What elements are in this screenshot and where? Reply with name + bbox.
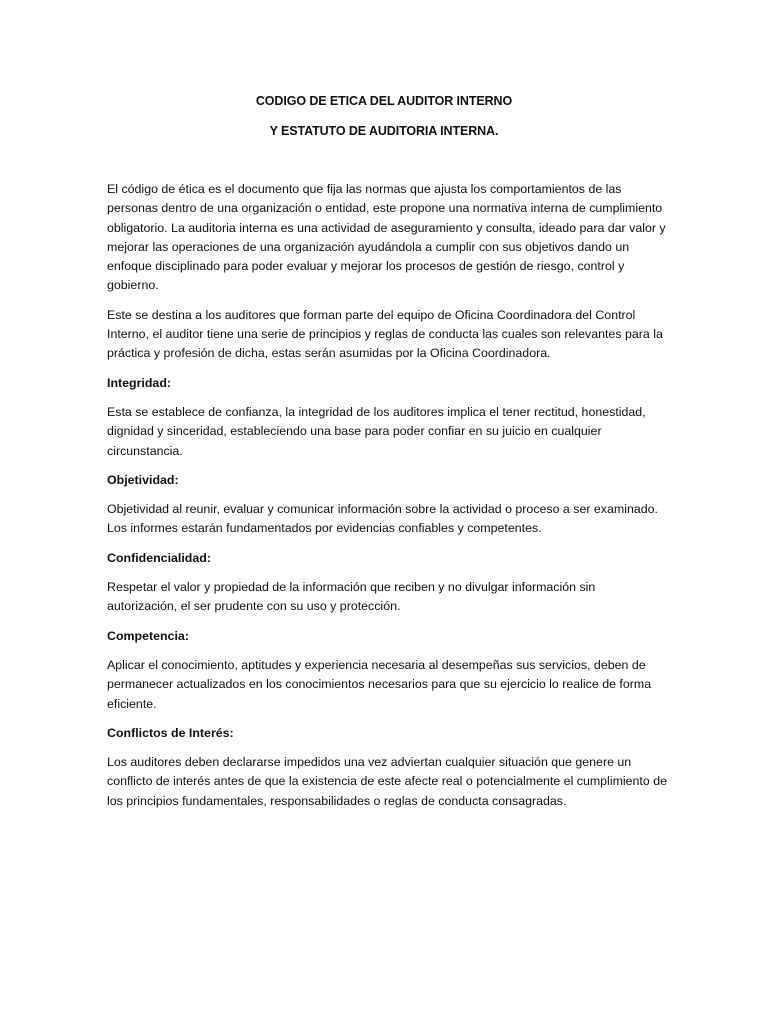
section-text-competencia: Aplicar el conocimiento, aptitudes y experiencia necesaria al desempeñas sus servicios, deben de permanecer actualizados en los conocimientos necesarios para que su ejercicio lo realice de forma eficiente. [107, 657, 652, 711]
section-heading-conflictos: Conflictos de Interés: [107, 725, 234, 740]
document-title-line-1: CODIGO DE ETICA DEL AUDITOR INTERNO [255, 94, 513, 108]
section-heading-integridad: Integridad: [107, 375, 172, 390]
section-heading-objetividad: Objetividad: [107, 472, 179, 487]
section-heading-confidencialidad: Confidencialidad: [107, 550, 211, 565]
document-body [107, 180, 667, 821]
document-title-line-2: Y ESTATUTO DE AUDITORIA INTERNA. [269, 124, 499, 138]
intro-paragraph-2: Este se destina a los auditores que forman parte del equipo de Oficina Coordinadora del Control Interno, el auditor tiene una serie de principios y reglas de conducta las cuales son relevantes para la práctica y profesión de dicha, estas serán asumidas por la Oficina Coordinadora. [107, 307, 663, 361]
section-text-confidencialidad: Respetar el valor y propiedad de la información que reciben y no divulgar información sin autorización, el ser prudente con su uso y protección. [107, 580, 596, 614]
intro-paragraph-1: El código de ética es el documento que fija las normas que ajusta los comportamientos de las personas dentro de una organización o entidad, este propone una normativa interna de cumplimiento obligatorio. La auditoria interna es una actividad de aseguramiento y consulta, ideado para dar valor y mejorar las operaciones de una organización ayudándola a cumplir con sus objetivos dando un enfoque disciplinado para poder evaluar y mejorar los procesos de gestión de riesgo, control y gobierno. [107, 182, 666, 293]
section-text-objetividad: Objetividad al reunir, evaluar y comunicar información sobre la actividad o proceso a ser examinado. Los informes estarán fundamentados por evidencias confiables y competentes. [107, 502, 658, 536]
section-heading-competencia: Competencia: [107, 628, 189, 643]
section-text-conflictos: Los auditores deben declararse impedidos una vez adviertan cualquier situación que genere un conflicto de interés antes de que la existencia de este afecte real o potencialmente el cumplimiento de los principios fundamentales, responsabilidades o reglas de conducta consagradas. [107, 755, 667, 808]
section-text-integridad: Esta se establece de confianza, la integridad de los auditores implica el tener rectitud, honestidad, dignidad y sinceridad, estableciendo una base para poder confiar en su juicio en cualquier circunstancia. [107, 404, 646, 458]
